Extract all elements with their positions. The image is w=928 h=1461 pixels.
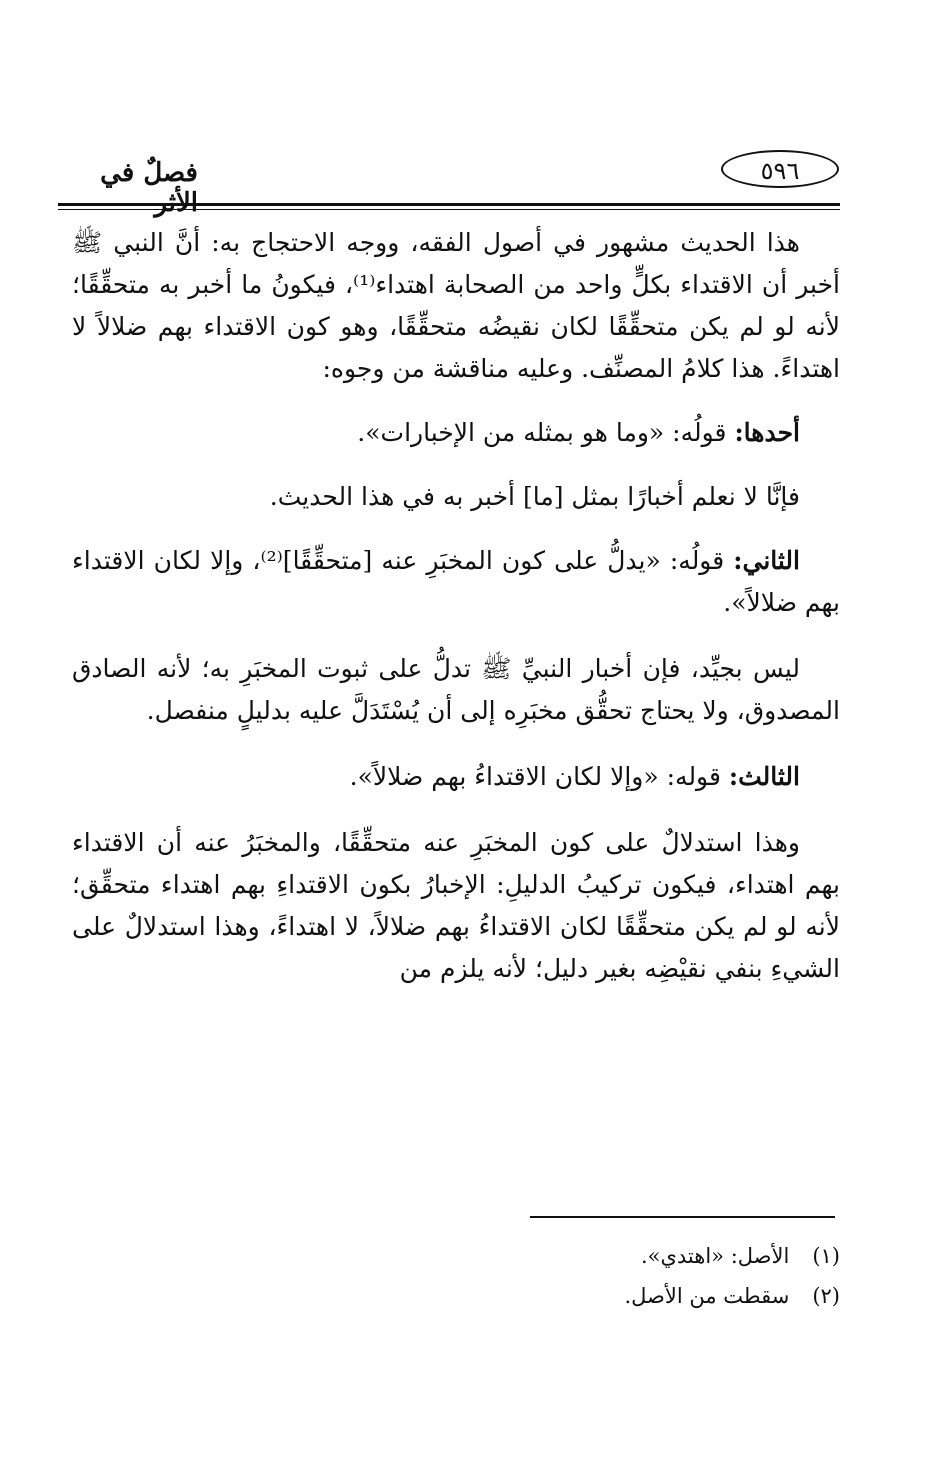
paragraph-first-reply: فإنَّا لا نعلم أخبارًا بمثل [ما] أخبر به في هذا الحديث. <box>269 482 800 511</box>
paragraph-third-point <box>72 756 840 798</box>
paragraph-intro: هذا الحديث مشهور في أصول الفقه، ووجه الاحتجاج به: أنَّ النبي ﷺ أخبر أن الاقتداء بكلٍّ واحد من الصحابة اهتداء⁽¹⁾، فيكونُ ما أخبر به متحقِّقًا؛ لأنه لو لم يكن متحقِّقًا لكان نقيضُه متحقِّقًا، وهو كون الاقتداء بهم ضلالاً لا اهتداءً. هذا كلامُ المصنِّف. وعليه مناقشة من وجوه: <box>72 228 840 383</box>
point-text-third: قوله: «وإلا لكان الاقتداءُ بهم ضلالاً». <box>349 762 729 791</box>
running-title: فصلٌ في الأثر <box>100 158 198 218</box>
header-rule <box>58 203 840 206</box>
point-text-first: قولُه: «وما هو بمثله من الإخبارات». <box>357 418 735 447</box>
footnote-text: الأصل: «اهتدي». <box>640 1244 790 1268</box>
footnote-item <box>72 1236 840 1276</box>
paragraph-second-reply: ليس بجيِّد، فإن أخبار النبيِّ ﷺ تدلُّ على ثبوت المخبَرِ به؛ لأنه الصادق المصدوق، ولا يحتاج تحقُّق مخبَرِه إلى أن يُسْتَدَلَّ عليه بدليلٍ منفصل. <box>72 654 840 725</box>
point-label-second: الثاني: <box>733 546 800 575</box>
point-text-second: قولُه: «يدلُّ على كون المخبَرِ عنه [متحقِّقًا]⁽²⁾، وإلا لكان الاقتداء بهم ضلالاً». <box>72 546 840 617</box>
paragraph-second-point <box>72 540 840 624</box>
main-text <box>72 222 840 990</box>
paragraph-first-point <box>72 412 840 454</box>
header-rule-thin <box>58 209 840 210</box>
paragraph-third-reply: وهذا استدلالٌ على كون المخبَرِ عنه متحقِّقًا، والمخبَرُ عنه أن الاقتداء بهم اهتداء، فيكون تركيبُ الدليلِ: الإخبارُ بكون الاقتداءِ بهم اهتداء متحقِّق؛ لأنه لو لم يكن متحقِّقًا لكان الاقتداءُ بهم ضلالاً، لا اهتداءً، وهذا استدلالٌ على الشيءِ بنفي نقيْضِه بغير دليل؛ لأنه يلزم من <box>72 828 840 983</box>
page-number: ٥٩٦ <box>721 150 839 188</box>
point-label-first: أحدها: <box>734 418 800 447</box>
footnotes <box>72 1236 840 1316</box>
footnote-item <box>72 1276 840 1316</box>
footnote-number: (١) <box>812 1244 840 1268</box>
footnote-text: سقطت من الأصل. <box>624 1284 790 1308</box>
footnote-number: (٢) <box>812 1284 840 1308</box>
point-label-third: الثالث: <box>728 762 800 791</box>
page-header <box>58 150 840 218</box>
footnote-rule <box>530 1216 835 1218</box>
